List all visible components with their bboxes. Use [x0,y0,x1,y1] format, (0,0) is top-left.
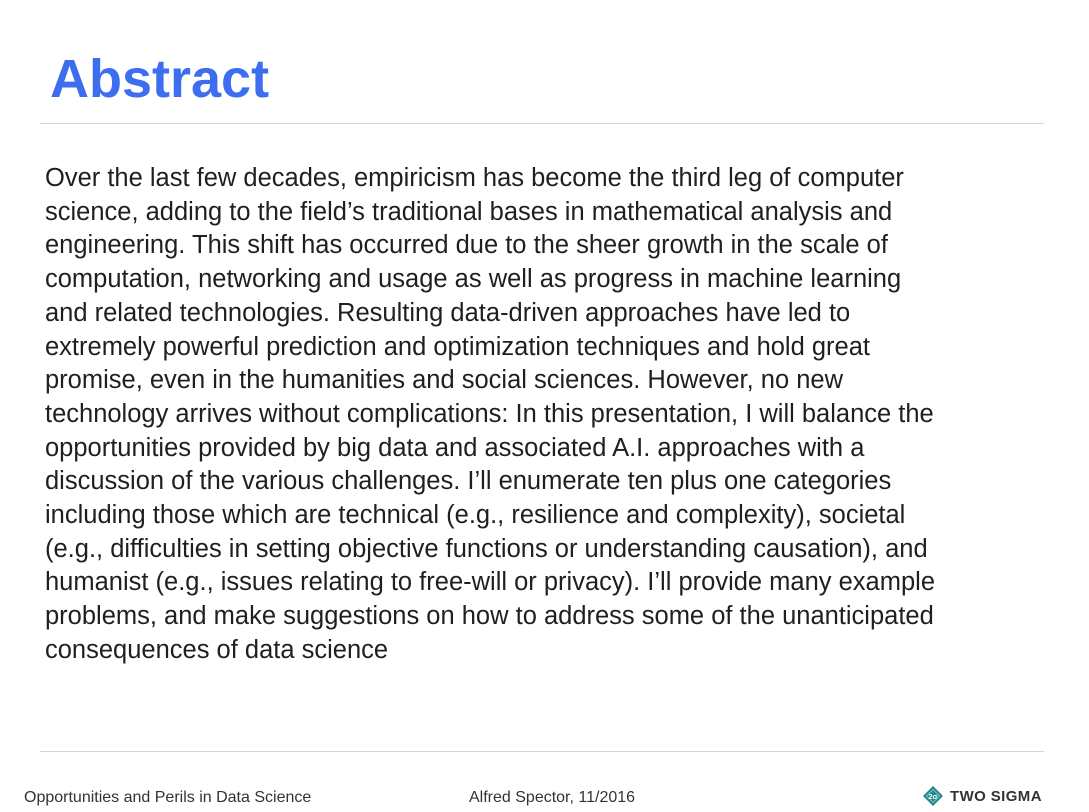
footer-divider [40,751,1044,752]
slide-title: Abstract [50,49,270,109]
svg-text:2σ: 2σ [928,791,938,801]
footer-presentation-title: Opportunities and Perils in Data Science [24,789,312,806]
title-divider [40,123,1044,124]
brand-logo [922,784,1042,808]
abstract-body: Over the last few decades, empiricism has become the third leg of computer science, adding to the field’s traditional bases in mathematical analysis and engineering. This shift has occurred due to the sheer growth in the scale of computation, networking and usage as well as progress in machine learning and related technologies. Resulting data-driven approaches have led to extremely powerful prediction and optimization techniques and hold great promise, even in the humanities and social sciences. However, no new technology arrives without complications: In this presentation, I will balance the opportunities provided by big data and associated A.I. approaches with a discussion of the various challenges. I’ll enumerate ten plus one categories including those which are technical (e.g., resilience and complexity), societal (e.g., difficulties in setting objective functions or understanding causation), and humanist (e.g., issues relating to free-will or privacy). I’ll provide many example problems, and make suggestions on how to address some of the unanticipated consequences of data science [45,164,936,664]
footer-author-date: Alfred Spector, 11/2016 [469,789,636,806]
brand-name: TWO SIGMA [950,787,1042,805]
two-sigma-logo-icon [922,785,944,807]
